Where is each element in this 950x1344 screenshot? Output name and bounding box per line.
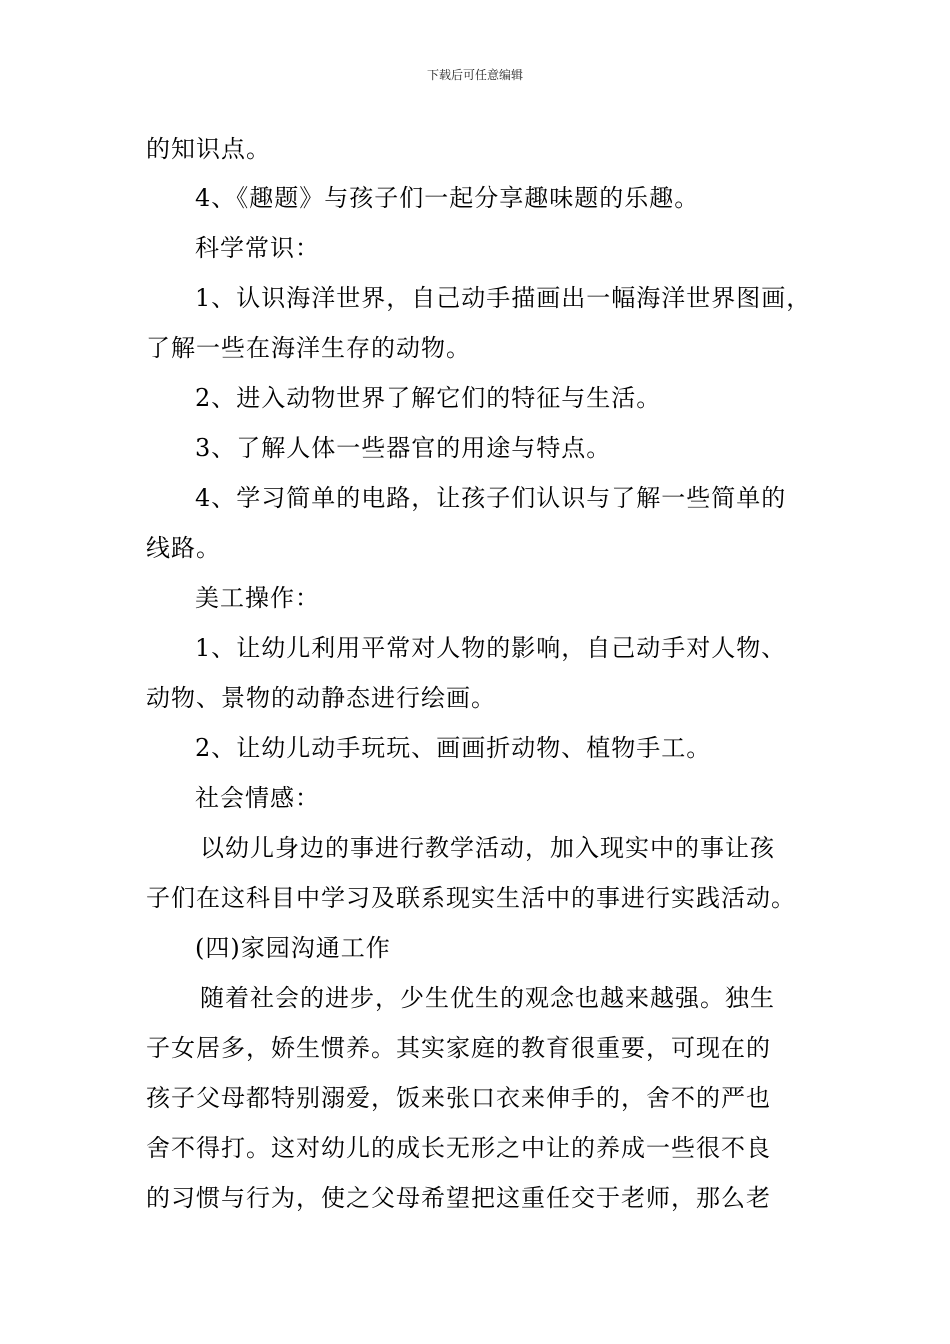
text-line: 随着社会的进步，少生优生的观念也越来越强。独生	[200, 984, 775, 1012]
text-line: 1、认识海洋世界，自己动手描画出一幅海洋世界图画，	[195, 284, 812, 312]
text-line: 4、《趣题》与孩子们一起分享趣味题的乐趣。	[195, 184, 700, 212]
text-line: 了解一些在海洋生存的动物。	[146, 334, 471, 362]
section-heading-art: 美工操作：	[195, 584, 320, 612]
text-line: 舍不得打。这对幼儿的成长无形之中让的养成一些很不良	[146, 1134, 771, 1162]
text-line: 1、让幼儿利用平常对人物的影响，自己动手对人物、	[195, 634, 787, 662]
text-line: 3、了解人体一些器官的用途与特点。	[195, 434, 612, 462]
text-line: 子们在这科目中学习及联系现实生活中的事进行实践活动。	[146, 884, 796, 912]
text-line: 以幼儿身边的事进行教学活动，加入现实中的事让孩	[200, 834, 775, 862]
section-heading-home: (四)家园沟通工作	[195, 934, 391, 962]
section-heading-social: 社会情感：	[195, 784, 320, 812]
text-line: 线路。	[146, 534, 221, 562]
text-line: 的习惯与行为，使之父母希望把这重任交于老师，那么老	[146, 1184, 771, 1212]
text-line: 的知识点。	[146, 135, 271, 163]
text-line: 4、学习简单的电路，让孩子们认识与了解一些简单的	[195, 484, 787, 512]
text-line: 2、让幼儿动手玩玩、画画折动物、植物手工。	[195, 734, 712, 762]
text-line: 动物、景物的动静态进行绘画。	[146, 684, 496, 712]
text-line: 2、进入动物世界了解它们的特征与生活。	[195, 384, 662, 412]
text-line: 子女居多，娇生惯养。其实家庭的教育很重要，可现在的	[146, 1034, 771, 1062]
page-header: 下载后可任意编辑	[426, 68, 523, 82]
text-line: 孩子父母都特别溺爱，饭来张口衣来伸手的，舍不的严也	[146, 1084, 771, 1112]
section-heading-science: 科学常识：	[195, 234, 320, 262]
